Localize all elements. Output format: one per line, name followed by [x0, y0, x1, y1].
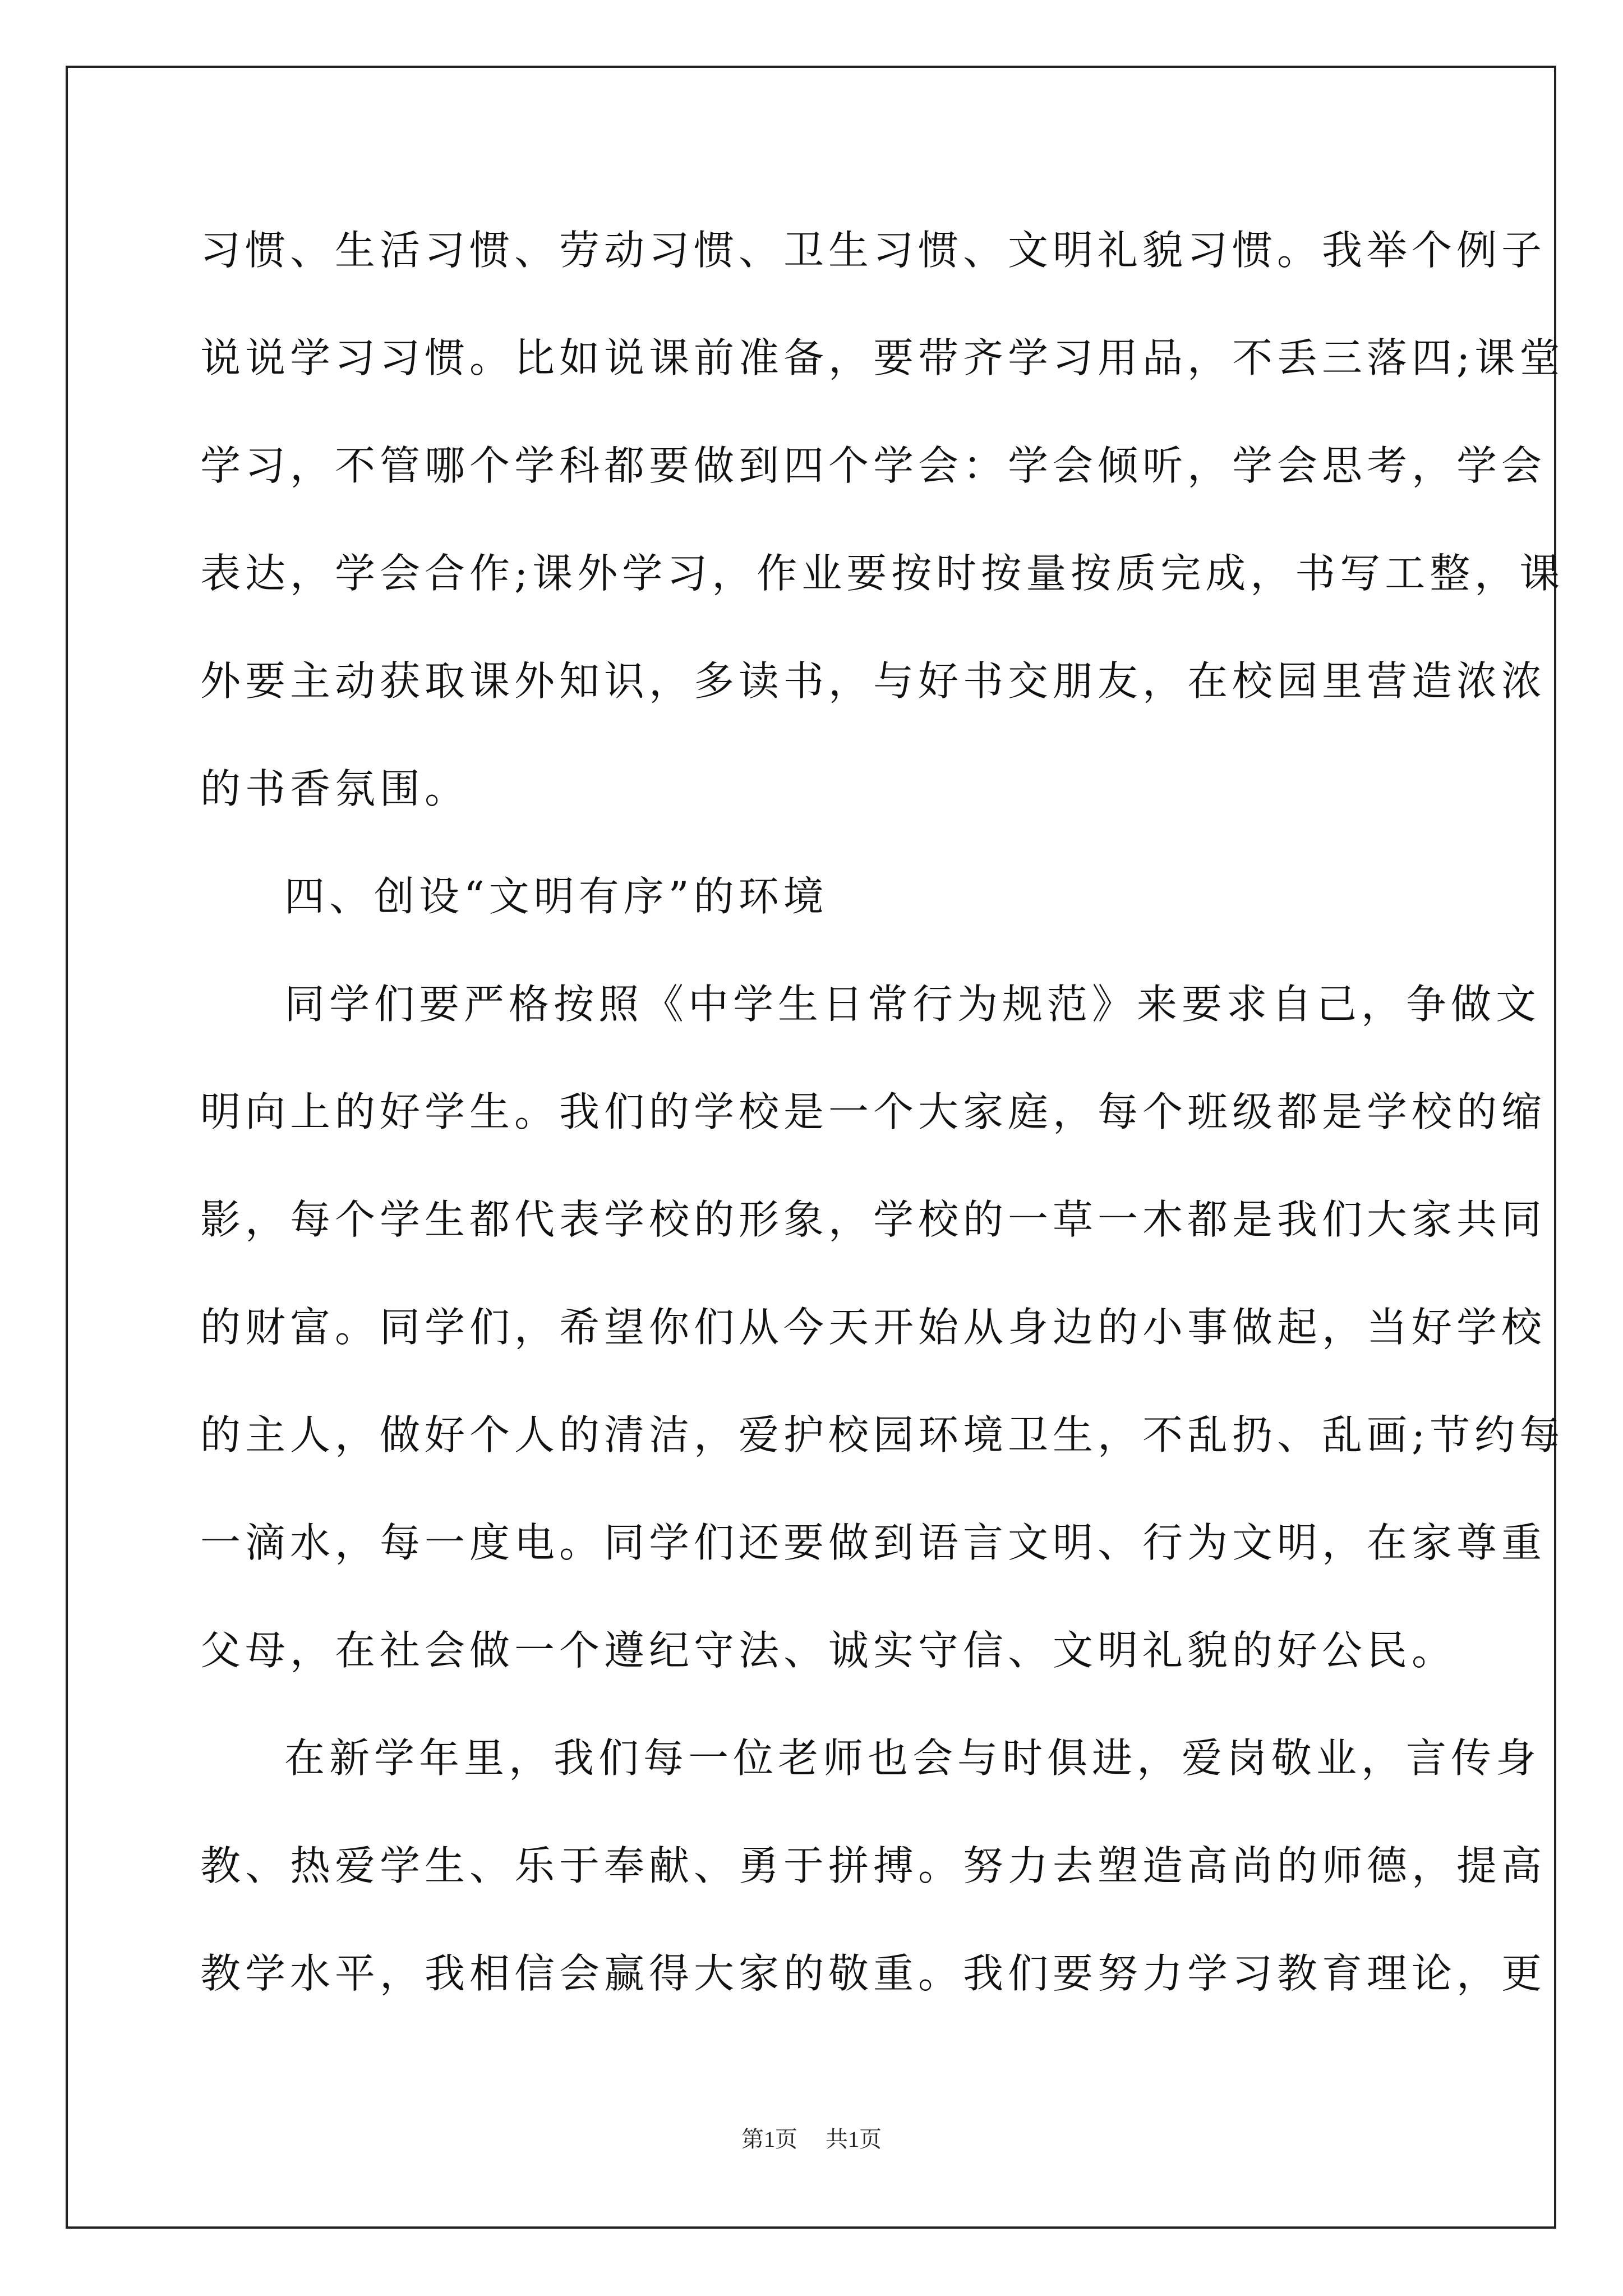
- body-line-17: 教学水平，我相信会赢得大家的敬重。我们要努力学习教育理论，更: [200, 1950, 1547, 1997]
- page-border: [66, 66, 1556, 2229]
- body-line-11: 的财富。同学们，希望你们从今天开始从身边的小事做起，当好学校: [200, 1304, 1547, 1351]
- body-line-12: 的主人，做好个人的清洁，爱护校园环境卫生，不乱扔、乱画;节约每: [200, 1411, 1565, 1458]
- page-number: 第1页: [741, 2127, 797, 2152]
- body-line-15: 在新学年里，我们每一位老师也会与时俱进，爱岗敬业，言传身: [284, 1734, 1541, 1782]
- body-line-6: 的书香氛围。: [200, 765, 470, 812]
- body-line-3: 学习，不管哪个学科都要做到四个学会：学会倾听，学会思考，学会: [200, 442, 1547, 489]
- body-line-13: 一滴水，每一度电。同学们还要做到语言文明、行为文明，在家尊重: [200, 1519, 1547, 1566]
- page-footer: [0, 2124, 1623, 2155]
- page-total: 共1页: [826, 2127, 882, 2152]
- body-line-16: 教、热爱学生、乐于奉献、勇于拼搏。努力去塑造高尚的师德，提高: [200, 1842, 1547, 1889]
- section-heading: 四、创设“文明有序”的环境: [284, 873, 828, 920]
- body-line-10: 影，每个学生都代表学校的形象，学校的一草一木都是我们大家共同: [200, 1196, 1547, 1243]
- body-line-1: 习惯、生活习惯、劳动习惯、卫生习惯、文明礼貌习惯。我举个例子: [200, 227, 1547, 274]
- body-line-8: 同学们要严格按照《中学生日常行为规范》来要求自己，争做文: [284, 981, 1541, 1028]
- body-line-9: 明向上的好学生。我们的学校是一个大家庭，每个班级都是学校的缩: [200, 1088, 1547, 1135]
- body-line-4: 表达，学会合作;课外学习，作业要按时按量按质完成，书写工整，课: [200, 550, 1565, 597]
- body-line-14: 父母，在社会做一个遵纪守法、诚实守信、文明礼貌的好公民。: [200, 1627, 1457, 1674]
- body-line-5: 外要主动获取课外知识，多读书，与好书交朋友，在校园里营造浓浓: [200, 657, 1547, 705]
- body-line-2: 说说学习习惯。比如说课前准备，要带齐学习用品，不丢三落四;课堂: [200, 334, 1565, 381]
